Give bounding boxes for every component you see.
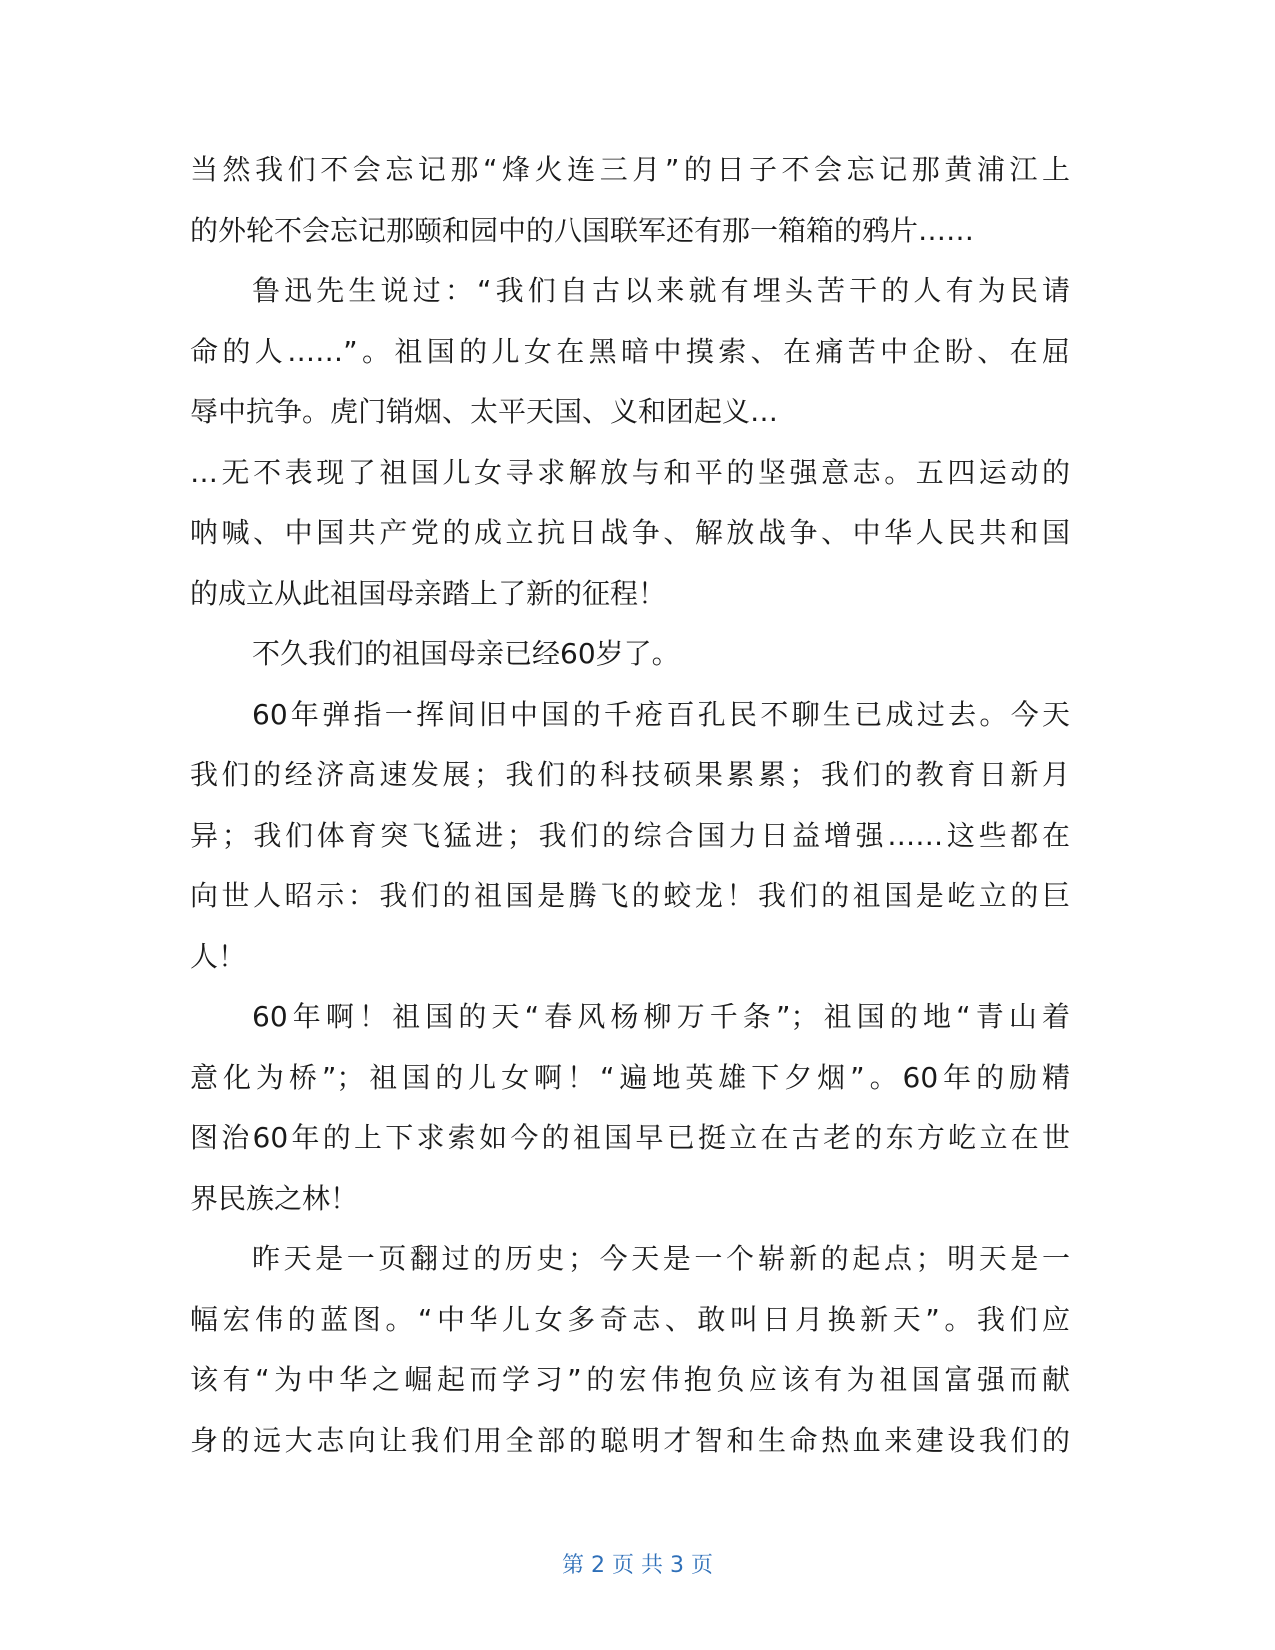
- page-number-footer: 第 2 页 共 3 页: [562, 1553, 713, 1578]
- text-line: 该有“为中华之崛起而学习”的宏伟抱负应该有为祖国富强而献: [190, 1363, 1070, 1396]
- text-line: 我们的经济高速发展；我们的科技硕果累累；我们的教育日新月: [190, 758, 1070, 791]
- text-line: 人！: [190, 939, 247, 973]
- text-line: 60年弹指一挥间旧中国的千疮百孔民不聊生已成过去。今天: [252, 697, 1070, 731]
- text-line: 界民族之林！: [190, 1181, 359, 1215]
- text-line: 鲁迅先生说过：“我们自古以来就有埋头苦干的人有为民请: [252, 274, 1070, 307]
- text-line: …无不表现了祖国儿女寻求解放与和平的坚强意志。五四运动的: [190, 455, 1070, 489]
- text-line: 幅宏伟的蓝图。“中华儿女多奇志、敢叫日月换新天”。我们应: [190, 1302, 1070, 1336]
- text-line: 60年啊！祖国的天“春风杨柳万千条”；祖国的地“青山着: [252, 1000, 1070, 1033]
- text-line: 辱中抗争。虎门销烟、太平天国、义和团起义…: [190, 395, 779, 428]
- text-line: 不久我们的祖国母亲已经60岁了。: [252, 637, 680, 670]
- text-line: 身的远大志向让我们用全部的聪明才智和生命热血来建设我们的: [190, 1423, 1070, 1457]
- text-line: 命的人……”。祖国的儿女在黑暗中摸索、在痛苦中企盼、在屈: [190, 334, 1070, 368]
- text-line: 的成立从此祖国母亲踏上了新的征程！: [190, 576, 667, 610]
- text-line: 图治60年的上下求索如今的祖国早已挺立在古老的东方屹立在世: [190, 1121, 1070, 1154]
- text-line: 昨天是一页翻过的历史；今天是一个崭新的起点；明天是一: [252, 1242, 1070, 1275]
- text-line: 意化为桥”；祖国的儿女啊！“遍地英雄下夕烟”。60年的励精: [190, 1060, 1070, 1094]
- body-text: [190, 148, 1070, 1479]
- text-line: 的外轮不会忘记那颐和园中的八国联军还有那一箱箱的鸦片……: [190, 213, 975, 247]
- text-line: 向世人昭示：我们的祖国是腾飞的蛟龙！我们的祖国是屹立的巨: [190, 879, 1070, 912]
- text-line: 当然我们不会忘记那“烽火连三月”的日子不会忘记那黄浦江上: [190, 153, 1070, 186]
- text-line: 呐喊、中国共产党的成立抗日战争、解放战争、中华人民共和国: [190, 516, 1070, 549]
- text-line: 异；我们体育突飞猛进；我们的综合国力日益增强……这些都在: [190, 818, 1070, 852]
